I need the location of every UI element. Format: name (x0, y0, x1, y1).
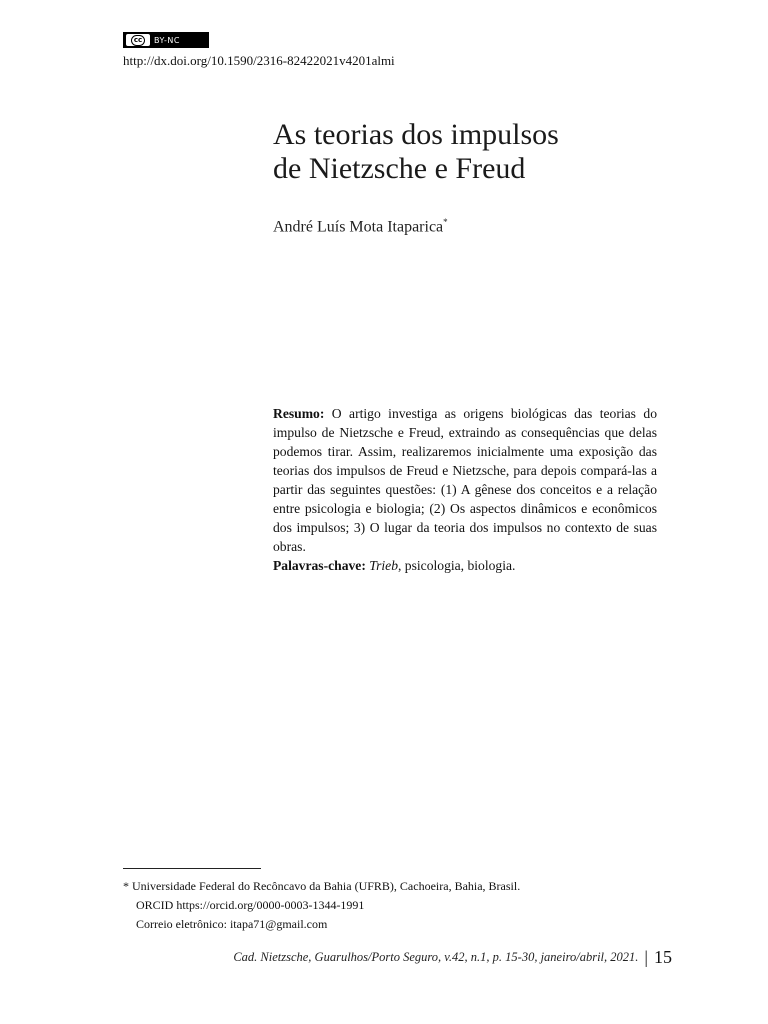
cc-icon-label: cc (131, 35, 145, 46)
cc-license-badge (123, 32, 209, 48)
page-footer (233, 947, 672, 968)
abstract-label: Resumo: (273, 406, 325, 421)
abstract-text: O artigo investiga as origens biológicas das teorias do impulso de Nietzsche e Freud, extraindo as consequências que delas podemos tirar. Assim, realizaremos inicialmente uma exposição das teorias dos impulsos de Freud e Nietzsche, para depois compará-las a partir das seguintes questões: (1) A gênese dos conceitos e a relação entre psicologia e biologia; (2) Os aspectos dinâmicos e econômicos dos impulsos; 3) O lugar da teoria dos impulsos no contexto de suas obras. (273, 406, 657, 554)
author-name: André Luís Mota Itaparica (273, 218, 444, 236)
author-line (273, 217, 448, 236)
keywords-rest: , psicologia, biologia. (398, 558, 516, 573)
keywords-label: Palavras-chave: (273, 558, 366, 573)
footnote-email[interactable]: Correio eletrônico: itapa71@gmail.com (136, 917, 328, 931)
footer-separator: | (644, 947, 648, 967)
title-line-1: As teorias dos impulsos (273, 118, 559, 151)
keyword-trieb: Trieb (369, 558, 398, 573)
keywords-paragraph (273, 556, 657, 575)
abstract-block (273, 404, 657, 575)
footnote-affiliation: * Universidade Federal do Recôncavo da Bahia (UFRB), Cachoeira, Bahia, Brasil. (123, 879, 521, 893)
doi-link[interactable]: http://dx.doi.org/10.1590/2316-82422021v4201almi (123, 53, 395, 68)
page-number: 15 (654, 947, 672, 967)
title-line-2: de Nietzsche e Freud (273, 152, 526, 185)
abstract-paragraph (273, 404, 657, 556)
cc-icon (126, 34, 150, 46)
author-footnote-mark: * (443, 217, 448, 227)
article-title (273, 118, 559, 186)
footnote-orcid[interactable]: ORCID https://orcid.org/0000-0003-1344-1991 (136, 898, 365, 912)
journal-citation: Cad. Nietzsche, Guarulhos/Porto Seguro, v.42, n.1, p. 15-30, janeiro/abril, 2021. (233, 950, 639, 964)
footnote-divider (123, 868, 261, 869)
license-text: BY-NC (154, 35, 180, 45)
footnotes (123, 877, 520, 934)
